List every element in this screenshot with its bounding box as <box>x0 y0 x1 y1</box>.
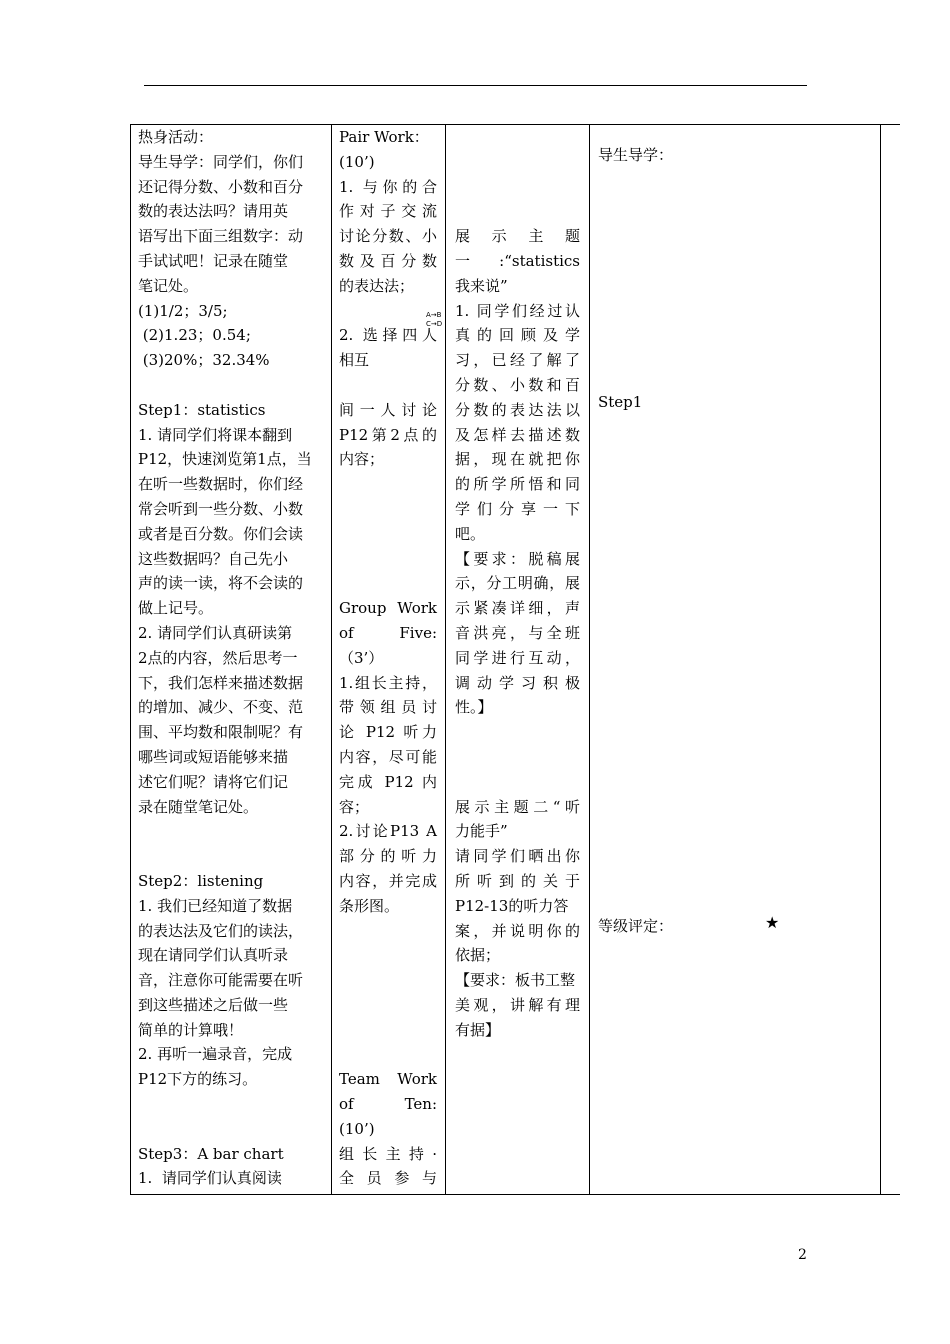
text-line: (10’) <box>339 1119 375 1138</box>
text-line <box>339 993 437 1018</box>
text-line: 音，注意你可能需要在听 <box>138 971 304 990</box>
text-line: 导生导学：同学们，你们 <box>138 152 304 171</box>
text-line: 热身活动： <box>138 128 214 146</box>
text-line: 案，并说明你的 <box>455 921 580 940</box>
text-line: Step1：statistics <box>138 400 266 419</box>
text-line: 的所学所悟和同 <box>455 475 580 494</box>
text-line: Step3：A bar chart <box>138 1144 284 1163</box>
text-line: Group Work <box>339 599 437 618</box>
text-line: (1)1/2；3/5; <box>138 301 228 320</box>
text-line: 学们分享一下 <box>455 499 580 518</box>
text-line: 数及百分数 <box>339 251 437 270</box>
star-icon: ★ <box>765 913 780 932</box>
text-line: 展 示 主 题 <box>455 227 580 246</box>
text-line <box>138 1117 324 1142</box>
table-divider-1 <box>331 124 332 1195</box>
text-line: 述它们呢？请将它们记 <box>138 772 289 791</box>
text-line: 吧。 <box>455 524 486 543</box>
text-line <box>339 571 437 596</box>
text-line: 或者是百分数。你们会读 <box>138 524 304 543</box>
text-line: 【要求：脱稿展 <box>455 549 580 568</box>
text-line: 请同学们晒出你 <box>455 847 580 866</box>
text-line: 我来说” <box>455 276 508 295</box>
text-line: 分数的表达法以 <box>455 400 580 419</box>
text-line: 完成 P12 内 <box>339 772 437 791</box>
text-line: P12下方的练习。 <box>138 1070 258 1089</box>
table-divider-3 <box>589 124 590 1195</box>
text-line: 到这些描述之后做一些 <box>138 995 289 1014</box>
text-line: 的增加、减少、不变、范 <box>138 698 304 717</box>
step1-label: Step1 <box>598 393 643 411</box>
text-line: 真的回顾及学 <box>455 326 580 345</box>
text-line: 1. 与你的合 <box>339 177 437 196</box>
activity-column <box>138 125 324 1191</box>
text-line: 录在随堂笔记处。 <box>138 797 259 816</box>
text-line <box>339 1042 437 1067</box>
text-line: 1. 请同学们认真阅读 <box>138 1169 282 1188</box>
arrow-note: A→B C→D <box>426 311 443 328</box>
text-line: 【要求：板书工整 <box>455 971 576 990</box>
text-line: 2. 再听一遍录音，完成 <box>138 1045 293 1064</box>
text-line: 有据】 <box>455 1020 501 1039</box>
text-line: 还记得分数、小数和百分 <box>138 177 304 196</box>
text-line: 语写出下面三组数字：动 <box>138 227 304 246</box>
text-line <box>138 819 324 844</box>
text-line: 所听到的关于 <box>455 871 580 890</box>
text-line <box>339 1018 437 1043</box>
text-line <box>455 720 580 745</box>
text-line: 示，分工明确，展 <box>455 574 580 593</box>
text-line: 下，我们怎样来描述数据 <box>138 673 304 692</box>
text-line: 1. 请同学们将课本翻到 <box>138 425 293 444</box>
text-line <box>455 199 580 224</box>
text-line: 据，现在就把你 <box>455 450 580 469</box>
text-line: 数的表达法吗？请用英 <box>138 202 289 221</box>
text-line: 展示主题二“听 <box>455 797 580 816</box>
text-line: 容； <box>339 797 370 816</box>
text-line: 2. 请同学们认真研读第 <box>138 623 293 642</box>
text-line: 现在请同学们认真听录 <box>138 946 289 965</box>
text-line <box>455 125 580 150</box>
text-line: 1. 我们已经知道了数据 <box>138 896 293 915</box>
text-line: 一:“statistics <box>455 251 580 270</box>
text-line: 示紧凑详细，声 <box>455 599 580 618</box>
text-line: 内容； <box>339 450 385 469</box>
text-line: P12第2点的 <box>339 425 437 444</box>
text-line: (10’) <box>339 152 375 171</box>
text-line: 内容，尽可能 <box>339 747 437 766</box>
text-line <box>339 943 437 968</box>
text-line: 2.讨论P13 A <box>339 822 437 841</box>
text-line: 部分的听力 <box>339 847 437 866</box>
text-line: 1.组长主持， <box>339 673 437 692</box>
text-line: 简单的计算哦！ <box>138 1020 244 1039</box>
text-line: P12-13的听力答 <box>455 896 569 915</box>
text-line <box>339 547 437 572</box>
text-line <box>339 919 437 944</box>
text-line: 音洪亮，与全班 <box>455 623 580 642</box>
text-line: 习，已经了解了 <box>455 351 580 370</box>
table-divider-4 <box>880 124 881 1195</box>
text-line: 分数、小数和百 <box>455 375 580 394</box>
text-line: 带领组员讨 <box>339 698 437 717</box>
text-line: 笔记处。 <box>138 276 199 295</box>
text-line: P12，快速浏览第1点，当 <box>138 450 312 469</box>
text-line <box>455 745 580 770</box>
table-border-left <box>130 124 131 1195</box>
text-line: Step2：listening <box>138 871 264 890</box>
group-work-column <box>339 125 437 1191</box>
text-line: 声的读一读，将不会读的 <box>138 574 304 593</box>
text-line: 手试试吧！记录在随堂 <box>138 251 289 270</box>
text-line <box>138 1092 324 1117</box>
text-line: 组长主持· <box>339 1144 437 1163</box>
text-line: 力能手” <box>455 822 508 841</box>
text-line: （3’） <box>339 648 384 667</box>
text-line: 同学进行互动， <box>455 648 580 667</box>
text-line: 间一人讨论 <box>339 400 437 419</box>
text-line: Team Work <box>339 1070 437 1089</box>
text-line <box>455 175 580 200</box>
text-line: Pair Work： <box>339 128 429 146</box>
text-line: of Ten: <box>339 1095 437 1114</box>
text-line: (3)20%；32.34% <box>138 351 270 370</box>
text-line: 及怎样去描述数 <box>455 425 580 444</box>
grade-label: 等级评定： <box>598 917 674 935</box>
text-line: 性。】 <box>455 698 493 717</box>
page-number: 2 <box>798 1247 807 1263</box>
text-line: 的表达法； <box>339 276 415 295</box>
text-line: 的表达法及它们的读法， <box>138 921 304 940</box>
text-line <box>138 844 324 869</box>
text-line: 做上记号。 <box>138 599 214 618</box>
presentation-column <box>455 125 580 1042</box>
text-line <box>455 150 580 175</box>
text-line: 依据； <box>455 946 501 965</box>
text-line <box>339 522 437 547</box>
text-line: 常会听到一些分数、小数 <box>138 499 304 518</box>
text-line: 作对子交流 <box>339 202 437 221</box>
text-line: (2)1.23；0.54; <box>138 326 251 345</box>
text-line: 相互 <box>339 351 370 370</box>
text-line: 1. 同学们经过认 <box>455 301 580 320</box>
text-line: 在听一些数据时，你们经 <box>138 475 304 494</box>
text-line: 条形图。 <box>339 896 400 915</box>
guide-label: 导生导学： <box>598 146 674 164</box>
header-rule <box>144 85 807 86</box>
text-line <box>339 472 437 497</box>
text-line <box>339 299 437 324</box>
text-line: 围、平均数和限制呢？有 <box>138 723 304 742</box>
table-divider-2 <box>445 124 446 1195</box>
text-line: 这些数据吗？自己先小 <box>138 549 289 568</box>
text-line: 论 P12 听力 <box>339 723 437 742</box>
text-line: 讨论分数、小 <box>339 227 437 246</box>
text-line: 哪些词或短语能够来描 <box>138 747 289 766</box>
text-line: 美观，讲解有理 <box>455 995 580 1014</box>
text-line <box>339 968 437 993</box>
text-line <box>339 497 437 522</box>
text-line: 内容，并完成 <box>339 871 437 890</box>
table-border-bottom <box>130 1194 900 1195</box>
text-line: of Five: <box>339 623 437 642</box>
text-line: 调动学习积极 <box>455 673 580 692</box>
text-line: 全员参与 <box>339 1169 437 1188</box>
text-line <box>138 373 324 398</box>
text-line <box>455 770 580 795</box>
text-line: 2. 选择四人 <box>339 326 437 345</box>
text-line <box>339 373 437 398</box>
text-line: 2点的内容，然后思考一 <box>138 648 298 667</box>
